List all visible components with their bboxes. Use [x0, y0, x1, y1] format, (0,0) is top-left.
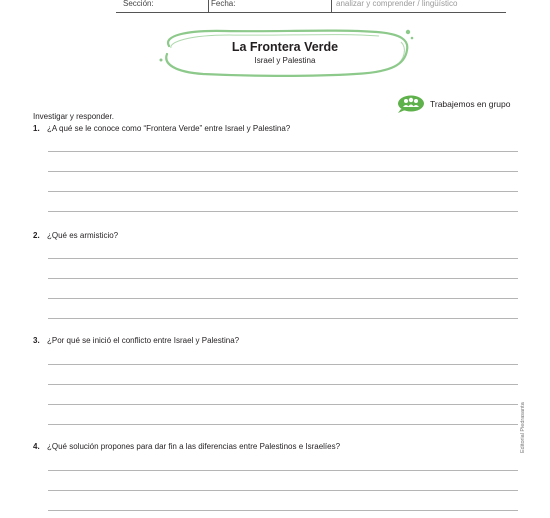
header-rule: [116, 12, 506, 13]
question-number: 3.: [33, 336, 40, 345]
page-subtitle: Israel y Palestina: [254, 56, 316, 65]
answer-line[interactable]: [48, 318, 518, 319]
question-1: [33, 124, 290, 133]
question-text: ¿Por qué se inició el conflicto entre Israel y Palestina?: [47, 336, 240, 345]
fecha-label: Fecha:: [211, 0, 236, 8]
answer-line[interactable]: [48, 258, 518, 259]
answer-line[interactable]: [48, 298, 518, 299]
answer-line[interactable]: [48, 470, 518, 471]
answer-line[interactable]: [48, 211, 518, 212]
title-banner: [155, 24, 415, 86]
competencias-text: analizar y comprender / lingüístico: [336, 0, 458, 8]
question-text: ¿Qué es armisticio?: [47, 231, 119, 240]
question-text: ¿Qué solución propones para dar fin a las diferencias entre Palestinos e Israelíes?: [47, 442, 341, 451]
instruction-text: Investigar y responder.: [33, 112, 114, 121]
answer-line[interactable]: [48, 404, 518, 405]
question-text: ¿A qué se le conoce como “Frontera Verde” entre Israel y Palestina?: [47, 124, 291, 133]
publisher-credit: Editorial Piedrasanta: [520, 402, 526, 453]
question-number: 4.: [33, 442, 40, 451]
seccion-label: Sección:: [123, 0, 154, 8]
answer-line[interactable]: [48, 364, 518, 365]
answer-line[interactable]: [48, 191, 518, 192]
question-3: [33, 336, 239, 345]
header-divider: [331, 0, 332, 12]
answer-line[interactable]: [48, 171, 518, 172]
answer-line[interactable]: [48, 424, 518, 425]
answer-line[interactable]: [48, 151, 518, 152]
header-divider: [208, 0, 209, 12]
group-people-icon: [397, 95, 427, 113]
answer-line[interactable]: [48, 510, 518, 511]
page-title: La Frontera Verde: [231, 40, 339, 54]
question-2: [33, 231, 118, 240]
answer-line[interactable]: [48, 490, 518, 491]
answer-line[interactable]: [48, 384, 518, 385]
answer-line[interactable]: [48, 278, 518, 279]
question-number: 2.: [33, 231, 40, 240]
group-activity-label: Trabajemos en grupo: [430, 99, 511, 109]
question-4: [33, 442, 340, 451]
question-number: 1.: [33, 124, 40, 133]
brush-frame-icon: [155, 24, 415, 86]
